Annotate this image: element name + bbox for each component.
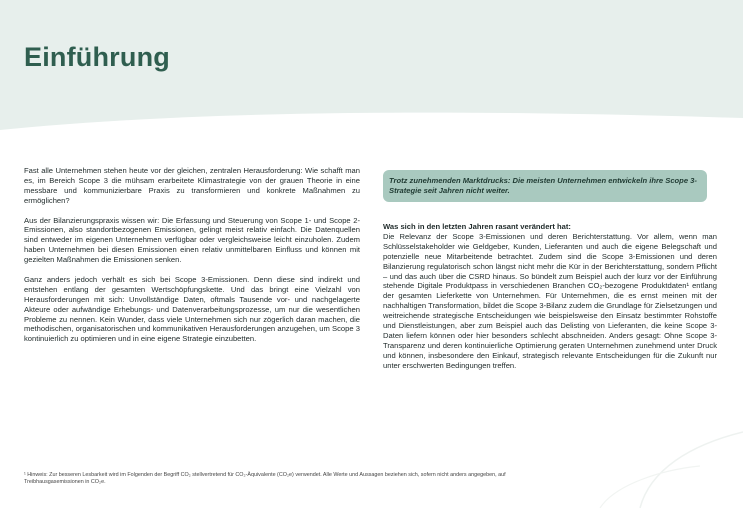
left-column bbox=[24, 166, 360, 354]
footnote: ¹ Hinweis: Zur besseren Lesbarkeit wird im Folgenden der Begriff CO₂ stellvertretend für CO₂-Äquivalente (CO₂e) verwendet. Alle Werte und Aussagen beziehen sich, sofern nicht anders angegeben, auf Treibhausgasemissionen in CO₂e. bbox=[24, 472, 506, 486]
callout-text: Trotz zunehmenden Marktdrucks: Die meisten Unternehmen entwickeln ihre Scope 3-Strategie seit Jahren nicht weiter. bbox=[389, 176, 697, 195]
page-title: Einführung bbox=[24, 42, 170, 73]
paragraph: Fast alle Unternehmen stehen heute vor der gleichen, zentralen Herausforderung: Wie schafft man es, im Bereich Scope 3 die mühsam erarbeitete Klimastrategie von der grauen Theorie in eine messbare und kommunizierbare Praxis zu transformieren und konkrete Maßnahmen zu ermöglichen? bbox=[24, 166, 360, 205]
section-heading: Was sich in den letzten Jahren rasant verändert hat: bbox=[383, 222, 571, 231]
paragraph: Ganz anders jedoch verhält es sich bei Scope 3-Emissionen. Denn diese sind indirekt und entstehen entlang der gesamten Wertschöpfungskette. Und das bringt eine Vielzahl von Herausforderungen mit sich: Unvollständige Daten, oftmals Tausende vor- und nachgelagerte Akteure oder aufwändige Erhebungs- und Datenverarbeitungsprozesse, um nur die wesentlichen Probleme zu nennen. Kein Wunder, dass viele Unternehmen sich nur zögerlich daran machen, die methodischen, organisatorischen und kommunikativen Herausforderungen anzugehen, um Scope 3 kontinuierlich zu optimieren und in eine eigene Strategie einzubetten. bbox=[24, 274, 360, 344]
callout-box bbox=[383, 170, 707, 202]
paragraph: Aus der Bilanzierungspraxis wissen wir: Die Erfassung und Steuerung von Scope 1- und Scope 2-Emissionen, also standortbezogenen Emissionen, gelingt meist relativ einfach. Die Datenquellen sind entweder im eigenen Unternehmen verfügbar oder vergleichsweise leicht einzuholen. Zudem haben Unternehmen bei diesen Emissionen einen relativ unmittelbaren Einfluss und können mit gezielten Maßnahmen die Emissionen senken. bbox=[24, 215, 360, 265]
paragraph: Die Relevanz der Scope 3-Emissionen und deren Berichterstattung. Vor allem, wenn man Schlüsselstakeholder wie Geldgeber, Kunden, Lieferanten und auch die eigene Belegschaft und potenzielle neue Mitarbeitende betrachtet. Zudem sind die Scope 3-Emissionen und deren Bilanzierung regulatorisch schon längst nicht mehr die Kür in der Berichterstattung, sondern Pflicht – und das auch über die CSRD hinaus. So bündelt zum Beispiel auch der kurz vor der Einführung stehende Digitale Produktpass in verschiedenen Branchen CO₂-bezogene Produktdaten¹ entlang der gesamten Lieferkette von Unternehmen. Für Unternehmen, die es ernst meinen mit der nachhaltigen Transformation, bildet die Scope 3-Bilanz zudem die Grundlage für Zielsetzungen und weitreichende strategische Entscheidungen wie beispielsweise den Einsatz bestimmter Rohstoffe und Dienstleistungen, aber zum Beispiel auch das Delisting von Lieferanten, die keine Scope 3-Daten liefern können oder hier besonders schlecht abschneiden. Anders gesagt: Ohne Scope 3-Transparenz und deren kontinuierliche Optimierung geraten Unternehmen zunehmend unter Druck und können, insbesondere den Einkauf, strategisch relevante Entscheidungen für die Zukunft nur unter erschwerten Bedingungen treffen. bbox=[383, 231, 717, 370]
right-column bbox=[383, 222, 717, 371]
